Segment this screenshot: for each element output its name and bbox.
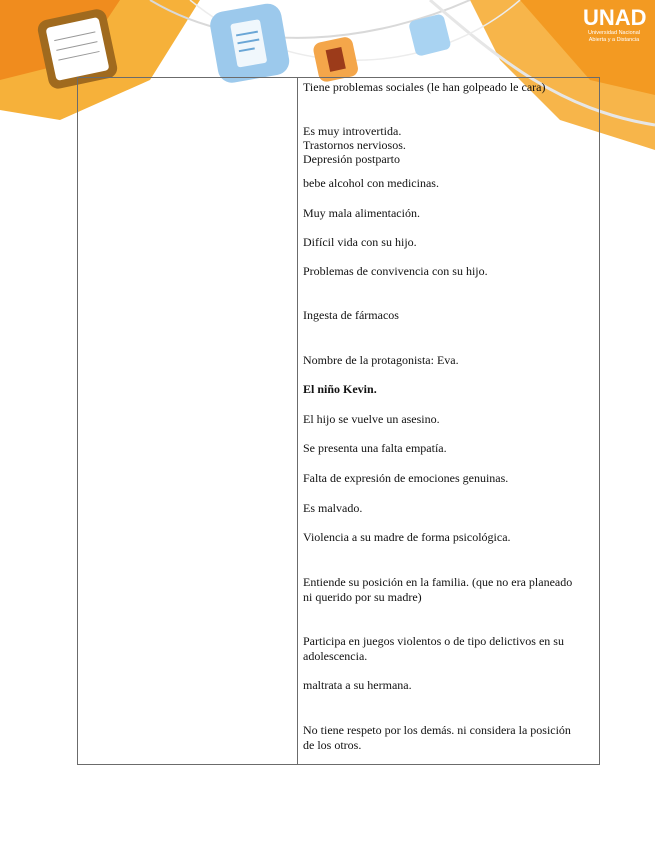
- table-line: Muy mala alimentación.: [303, 206, 420, 220]
- table-line: No tiene respeto por los demás. ni considera la posición: [303, 723, 571, 737]
- table-line: Trastornos nerviosos.: [303, 138, 406, 152]
- table-line: de los otros.: [303, 738, 362, 752]
- table-line: Ingesta de fármacos: [303, 308, 399, 322]
- logo-subtitle: Universidad Nacional Abierta y a Distancia: [588, 30, 640, 43]
- table-line: Violencia a su madre de forma psicológica.: [303, 530, 511, 544]
- table-line: Nombre de la protagonista: Eva.: [303, 353, 459, 367]
- table-line: Es malvado.: [303, 501, 363, 515]
- column-divider: [297, 78, 298, 764]
- table-line-heading: El niño Kevin.: [303, 382, 377, 396]
- content-table: [77, 77, 600, 765]
- table-line: maltrata a su hermana.: [303, 678, 412, 692]
- table-line: Depresión postparto: [303, 152, 400, 166]
- table-line: bebe alcohol con medicinas.: [303, 176, 439, 190]
- logo-wordmark: UNAD: [583, 5, 647, 30]
- table-line: adolescencia.: [303, 649, 368, 663]
- table-line: Se presenta una falta empatía.: [303, 441, 447, 455]
- table-line: Entiende su posición en la familia. (que no era planeado: [303, 575, 573, 589]
- table-line: Difícil vida con su hijo.: [303, 235, 417, 249]
- table-line: Tiene problemas sociales (le han golpeado le cara): [303, 80, 546, 94]
- table-line: Participa en juegos violentos o de tipo delictivos en su: [303, 634, 564, 648]
- table-line: El hijo se vuelve un asesino.: [303, 412, 440, 426]
- table-line: Falta de expresión de emociones genuinas.: [303, 471, 509, 485]
- table-line: Problemas de convivencia con su hijo.: [303, 264, 488, 278]
- table-line: ni querido por su madre): [303, 590, 422, 604]
- table-line: Es muy introvertida.: [303, 124, 402, 138]
- unad-logo: [583, 6, 645, 44]
